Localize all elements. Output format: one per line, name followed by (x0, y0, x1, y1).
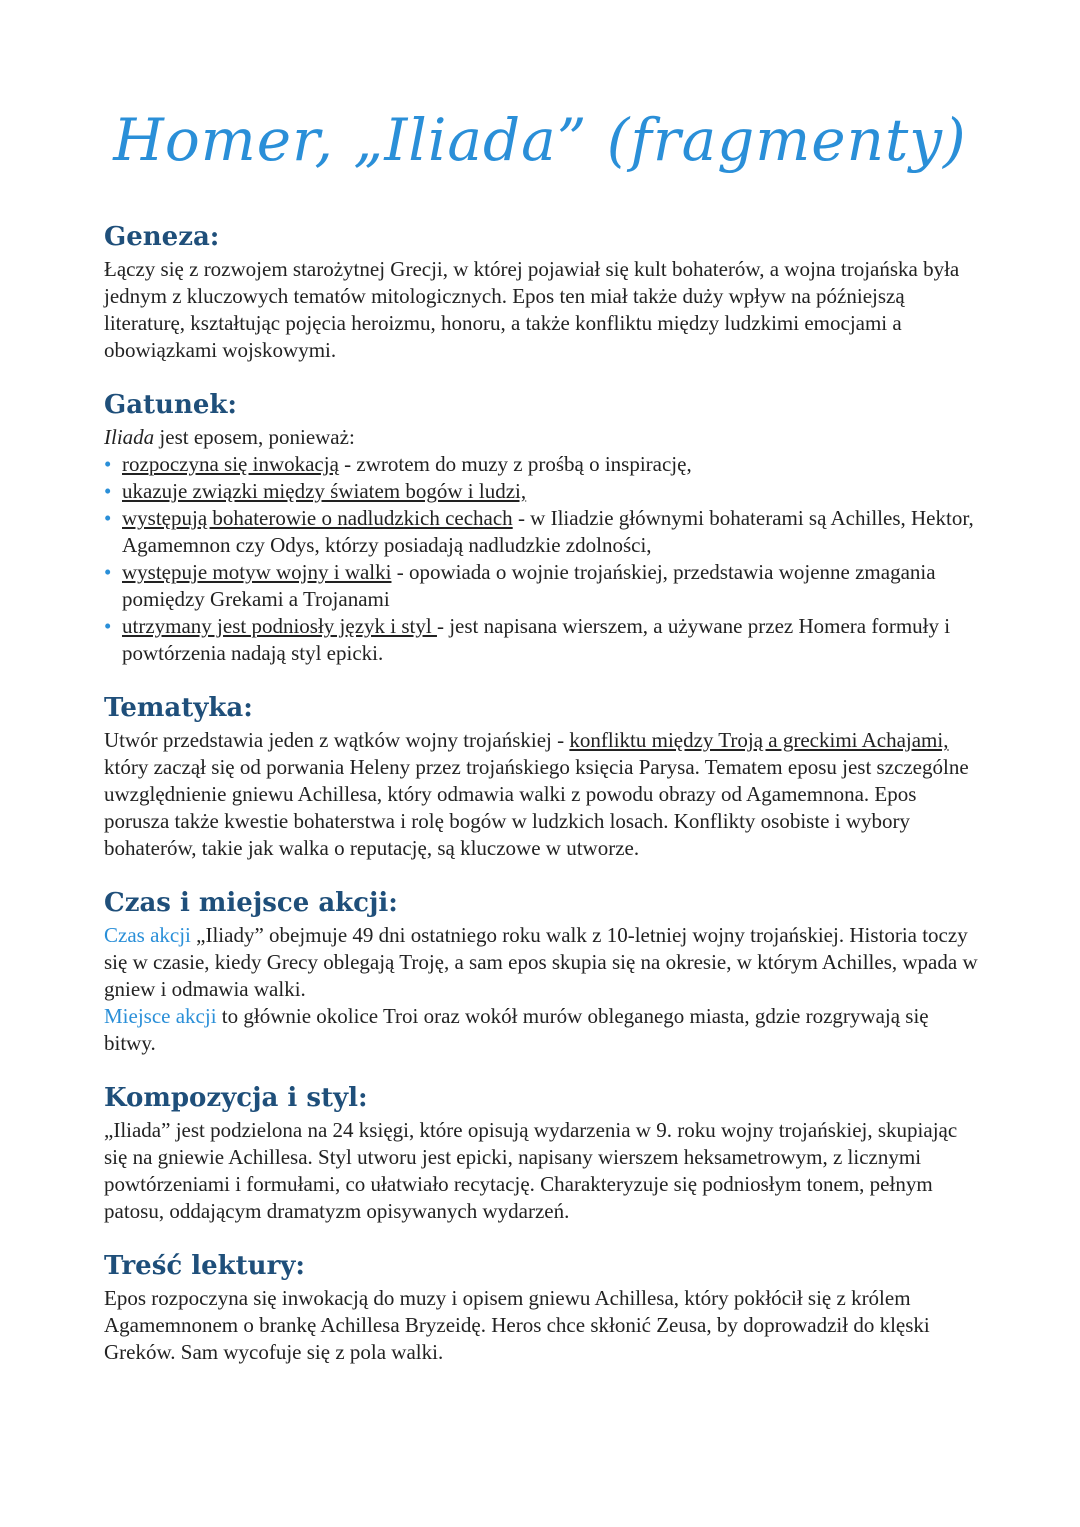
label-czas-akcji: Czas akcji (104, 923, 191, 947)
list-item-text: - jest napisana wierszem, a używane przez Homera formuły i powtórzenia nadają styl epicki. (122, 614, 951, 665)
page-title: Homer, „Iliada” (fragmenty) (113, 106, 967, 174)
paragraph-geneza: Łączy się z rozwojem starożytnej Grecji, w której pojawiał się kult bohaterów, a wojna trojańska była jednym z kluczowych tematów mitologicznych. Epos ten miał także duży wpływ na późniejszą literaturę, kształtując pojęcia heroizmu, honoru, a także konfliktu między ludzkimi emocjami a obowiązkami wojskowymi. (104, 257, 960, 362)
bullet-icon: • (104, 560, 112, 584)
list-item (104, 505, 984, 559)
section-heading-czas: Czas i miejsce akcji: (104, 888, 398, 918)
bullet-icon: • (104, 479, 112, 503)
section-gatunek (104, 386, 984, 667)
paragraph-kompozycja: „Iliada” jest podzielona na 24 księgi, które opisują wydarzenia w 9. roku wojny trojańskiej, skupiając się na gniewie Achillesa. Styl utworu jest epicki, napisany wierszem heksametrowym, z licznymi powtórzeniami i formułami, co ułatwiało recytację. Charakteryzuje się podniosłym tonem, pełnym patosu, oddającym dramatyzm opisywanych wydarzeń. (104, 1118, 958, 1223)
underlined-phrase: występują bohaterowie o nadludzkich cechach (122, 506, 513, 530)
paragraph-tresc: Epos rozpoczyna się inwokacją do muzy i opisem gniewu Achillesa, który pokłócił się z królem Agamemnonem o brankę Achillesa Bryzeidę. Heros chce skłonić Zeusa, by doprowadził do klęski Greków. Sam wycofuje się z pola walki. (104, 1286, 930, 1364)
genre-features-list (104, 451, 984, 667)
czas-text: „Iliady” obejmuje 49 dni ostatniego roku walk z 10-letniej wojny trojańskiej. Historia toczy się w czasie, kiedy Grecy oblegają Troję, a sam epos skupia się na okresie, w którym Achilles, wpada w gniew i odmawia walki. (104, 923, 978, 1001)
section-heading-tresc: Treść lektury: (104, 1251, 305, 1281)
section-tematyka (104, 689, 984, 862)
paragraph-gatunek-intro (104, 424, 984, 451)
section-czas-i-miejsce (104, 884, 984, 1057)
section-heading-kompozycja: Kompozycja i styl: (104, 1083, 368, 1113)
label-miejsce-akcji: Miejsce akcji (104, 1004, 217, 1028)
text-after: który zaczął się od porwania Heleny przez trojańskiego księcia Parysa. Tematem eposu jest szczególne uwzględnienie gniewu Achillesa, który odmawia walki z powodu obrazy od Agamemnona. Epos porusza także kwestie bohaterstwa i rolę bogów w ludzkich losach. Konflikty osobiste i wybory bohaterów, takie jak walka o reputację, są kluczowe w utworze. (104, 755, 969, 860)
intro-rest-text: jest eposem, ponieważ: (154, 425, 355, 449)
list-item-text: - zwrotem do muzy z prośbą o inspirację, (338, 452, 692, 476)
underlined-phrase: rozpoczyna się inwokacją (122, 452, 339, 476)
underlined-phrase: występuje motyw wojny i walki (122, 560, 392, 584)
miejsce-text: to głównie okolice Troi oraz wokół murów obleganego miasta, gdzie rozgrywają się bitwy. (104, 1004, 929, 1055)
paragraph-miejsce (104, 1003, 984, 1057)
italic-work-title: Iliada (104, 425, 155, 449)
list-item-text: - w Iliadzie głównymi bohaterami są Achilles, Hektor, Agamemnon czy Odys, którzy posiadają nadludzkie zdolności, (122, 506, 974, 557)
text-before: Utwór przedstawia jeden z wątków wojny trojańskiej - (104, 728, 570, 752)
list-item-text: - opowiada o wojnie trojańskiej, przedstawia wojenne zmagania pomiędzy Grekami a Trojanami (122, 560, 936, 611)
bullet-icon: • (104, 452, 112, 476)
section-heading-gatunek: Gatunek: (104, 390, 238, 420)
bullet-icon: • (104, 506, 112, 530)
document-content (104, 218, 984, 1388)
paragraph-tematyka (104, 727, 984, 862)
list-item (104, 559, 984, 613)
bullet-icon: • (104, 614, 112, 638)
paragraph-czas (104, 922, 984, 1003)
section-heading-geneza: Geneza: (104, 222, 220, 252)
section-tresc (104, 1247, 984, 1366)
section-heading-tematyka: Tematyka: (104, 693, 253, 723)
list-item (104, 613, 984, 667)
list-item (104, 478, 984, 505)
list-item (104, 451, 984, 478)
section-kompozycja (104, 1079, 984, 1225)
section-geneza (104, 218, 984, 364)
underlined-phrase: konfliktu między Troją a greckimi Achajami, (569, 728, 949, 752)
underlined-phrase: ukazuje związki między światem bogów i ludzi, (122, 479, 527, 503)
underlined-phrase: utrzymany jest podniosły język i styl (122, 614, 437, 638)
